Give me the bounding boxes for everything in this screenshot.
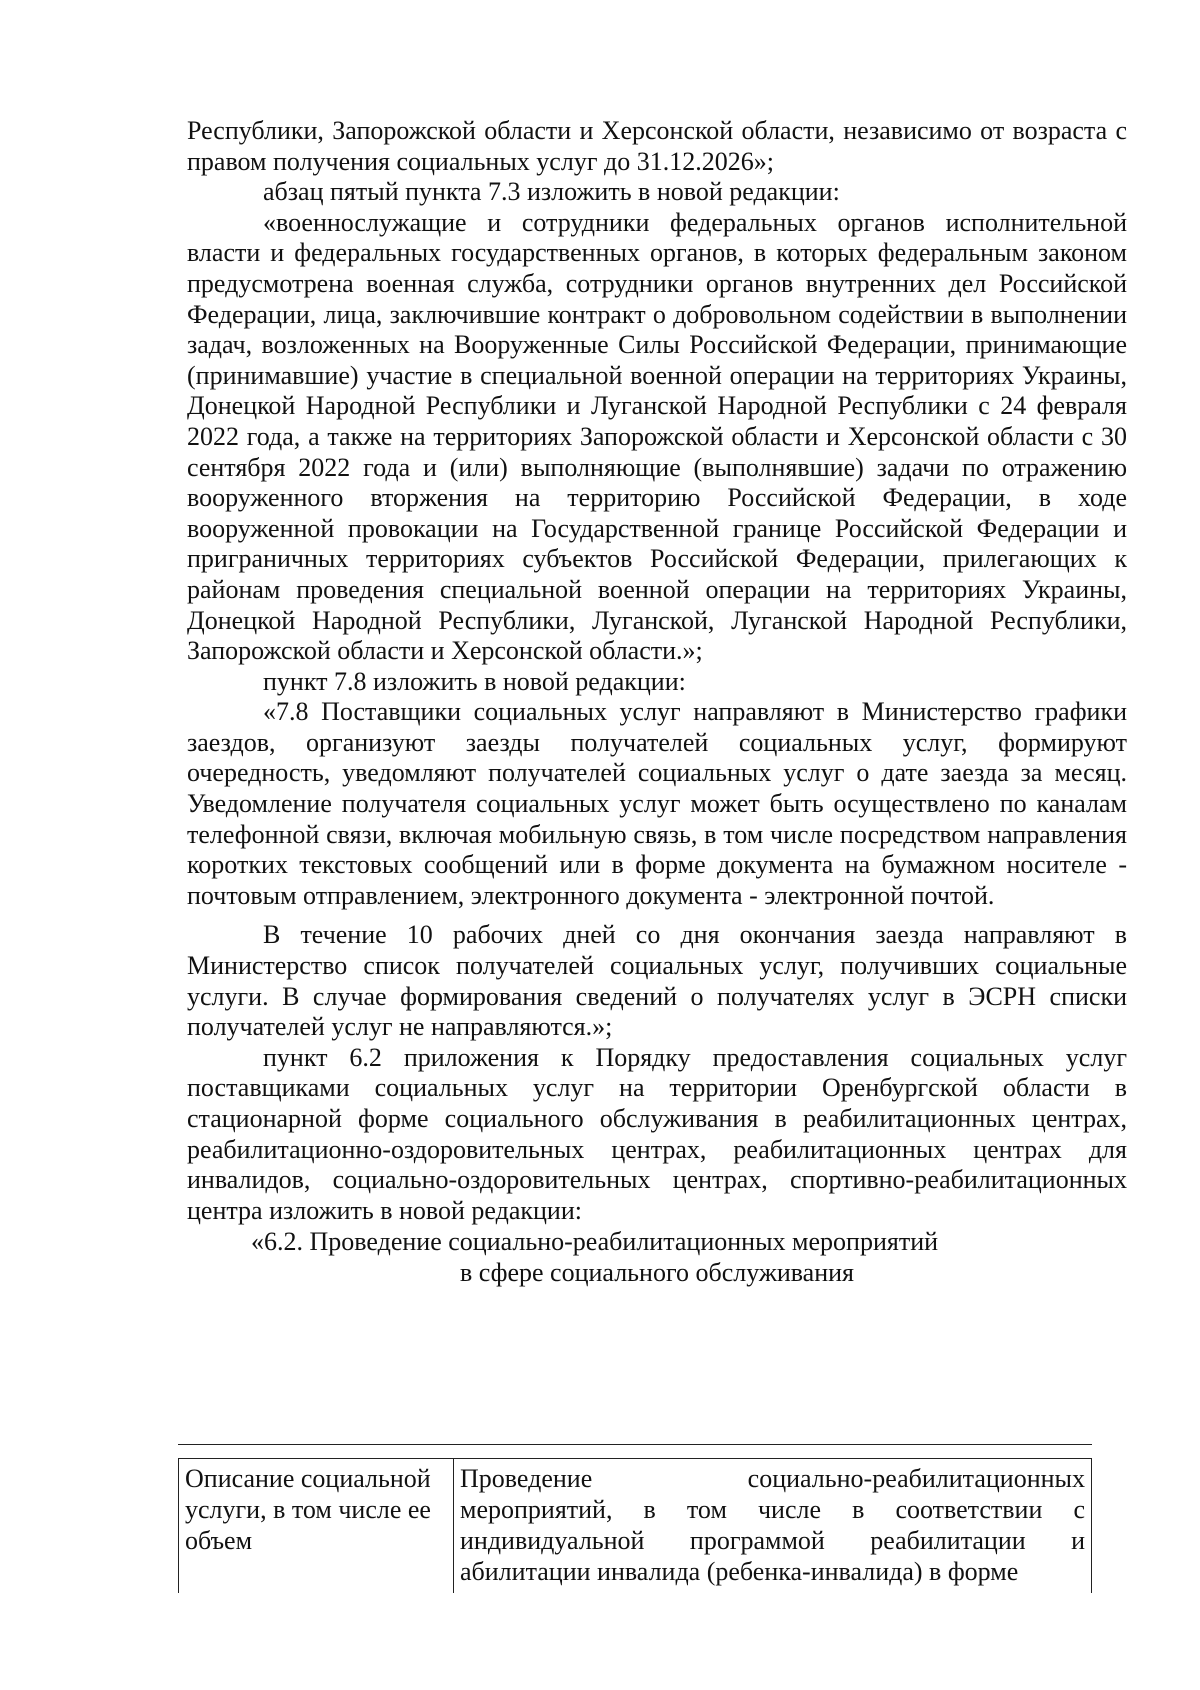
paragraph-amend-6-2-intro: пункт 6.2 приложения к Порядку предоставления социальных услуг поставщиками социальных услуг на территории Оренбургской области в стационарной форме социального обслуживания в реабилитационных центрах, реабилитационно-оздоровительных центрах, реабилитационных центрах для инвалидов, социально-оздоровительных центрах, спортивно-реабилитационных центра изложить в новой редакции: xyxy=(187,1042,1127,1225)
paragraph-amend-7-3-intro: абзац пятый пункта 7.3 изложить в новой редакции: xyxy=(263,177,840,207)
service-description-table xyxy=(178,1458,1092,1593)
paragraph-amend-7-8-deadline: В течение 10 рабочих дней со дня окончания заезда направляют в Министерство список получателей социальных услуг, получивших социальные услуги. В случае формирования сведений о получателях услуг в ЭСРН списки получателей услуг не направляются.»; xyxy=(187,920,1127,1042)
table-cell-label: Описание социальной услуги, в том числе ее объем xyxy=(179,1459,454,1594)
section-heading-line1: «6.2. Проведение социально-реабилитационных мероприятий xyxy=(251,1227,939,1257)
paragraph-amend-7-8-text: «7.8 Поставщики социальных услуг направляют в Министерство графики заездов, организуют заезды получателей социальных услуг, формируют очередность, уведомляют получателей социальных услуг о дате заезда за месяц. Уведомление получателя социальных услуг может быть осуществлено по каналам телефонной связи, включая мобильную связь, в том числе посредством направления коротких текстовых сообщений или в форме документа на бумажном носителе - почтовым отправлением, электронного документа - электронной почтой. xyxy=(187,697,1127,910)
paragraph-continuation: Республики, Запорожской области и Херсонской области, независимо от возраста с правом получения социальных услуг до 31.12.2026»; xyxy=(187,116,1127,176)
table-cell-value: Проведение социально-реабилитационных мероприятий, в том числе в соответствии с индивидуальной программой реабилитации и абилитации инвалида (ребенка-инвалида) в форме xyxy=(454,1459,1092,1594)
section-heading-line2: в сфере социального обслуживания xyxy=(460,1258,854,1288)
table-top-border xyxy=(178,1444,1092,1445)
document-body xyxy=(187,116,1127,1288)
paragraph-amend-7-8-intro: пункт 7.8 изложить в новой редакции: xyxy=(263,666,686,696)
paragraph-amend-7-3-text: «военнослужащие и сотрудники федеральных органов исполнительной власти и федеральных государственных органов, в которых федеральным законом предусмотрена военная служба, сотрудники органов внутренних дел Российской Федерации, лица, заключившие контракт о добровольном содействии в выполнении задач, возложенных на Вооруженные Силы Российской Федерации, принимающие (принимавшие) участие в специальной военной операции на территориях Украины, Донецкой Народной Республики и Луганской Народной Республики с 24 февраля 2022 года, а также на территориях Запорожской области и Херсонской области с 30 сентября 2022 года и (или) выполняющие (выполнявшие) задачи по отражению вооруженного вторжения на территорию Российской Федерации, в ходе вооруженной провокации на Государственной границе Российской Федерации и приграничных территориях субъектов Российской Федерации, прилегающих к районам проведения специальной военной операции на территориях Украины, Донецкой Народной Республики, Луганской, Луганской Народной Республики, Запорожской области и Херсонской области.»; xyxy=(187,207,1127,666)
table-row xyxy=(179,1459,1092,1594)
